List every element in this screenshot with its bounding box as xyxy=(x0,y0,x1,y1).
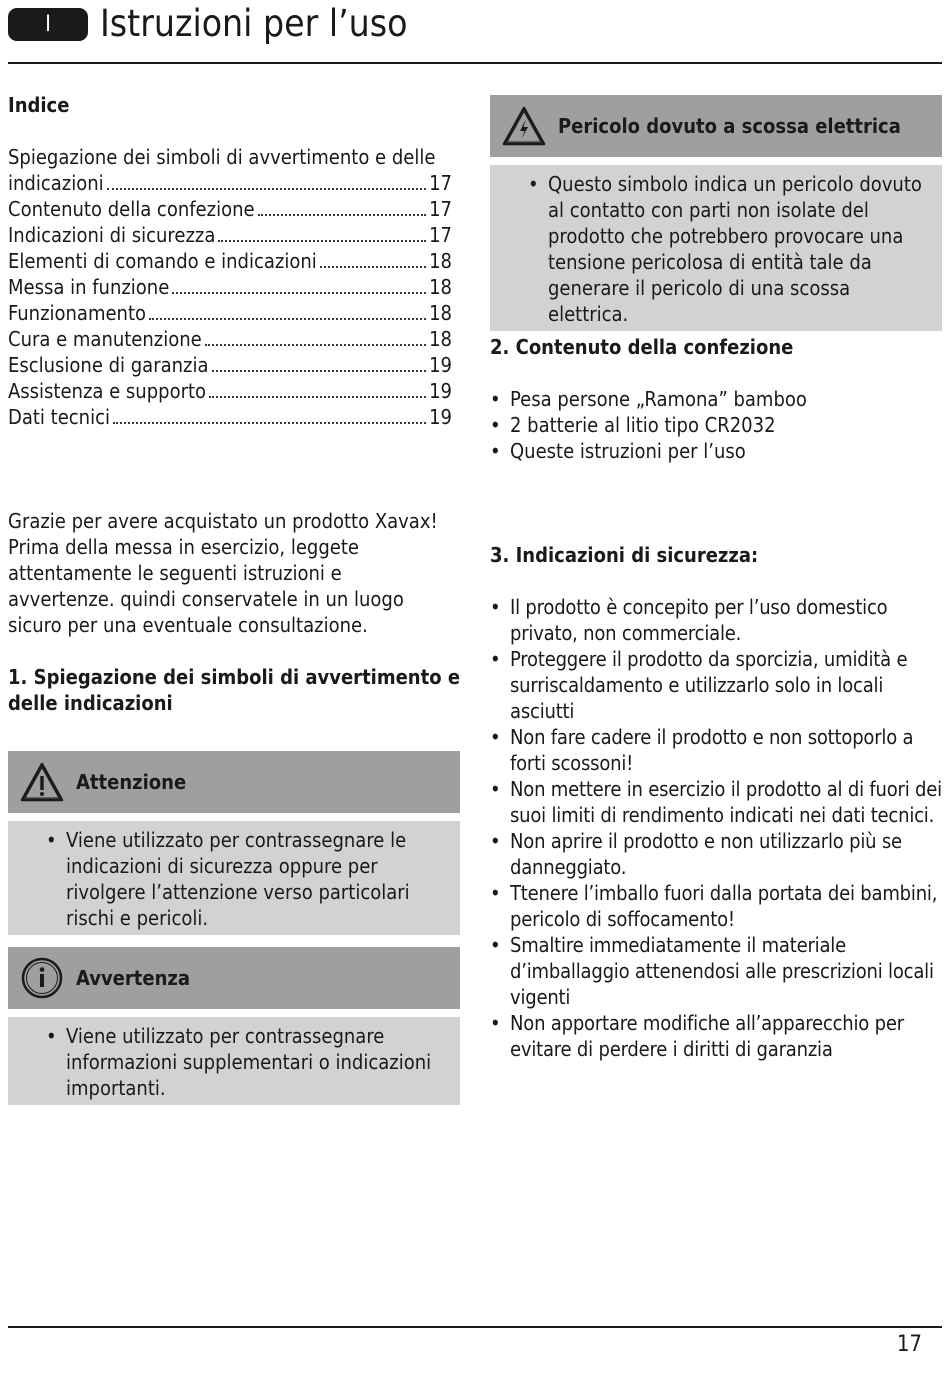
toc-title: Funzionamento xyxy=(8,301,147,325)
toc-title: Dati tecnici xyxy=(8,405,110,429)
table-of-contents xyxy=(8,144,452,430)
list-item: • Non mettere in esercizio il prodotto al di fuori dei suoi limiti di rendimento indicati nei dati tecnici. xyxy=(490,776,946,828)
toc-title: Cura e manutenzione xyxy=(8,327,202,351)
toc-page: 17 xyxy=(429,171,452,195)
avvertenza-body xyxy=(8,1017,460,1105)
footer-divider xyxy=(8,1326,942,1328)
toc-leader xyxy=(218,240,426,242)
section3-list xyxy=(490,594,946,1062)
toc-leader xyxy=(107,188,427,190)
section3-heading: 3. Indicazioni di sicurezza: xyxy=(490,543,759,567)
toc-row xyxy=(8,378,452,404)
toc-page: 17 xyxy=(429,223,452,247)
toc-leader xyxy=(113,422,426,424)
list-item: • Non aprire il prodotto e non utilizzarlo più se danneggiato. xyxy=(490,828,946,880)
toc-page: 18 xyxy=(429,275,452,299)
toc-title: Esclusione di garanzia xyxy=(8,353,209,377)
toc-row xyxy=(8,196,452,222)
toc-page: 19 xyxy=(429,353,452,377)
list-item: • Pesa persone „Ramona” bamboo xyxy=(490,386,942,412)
page-title: Istruzioni per l’uso xyxy=(100,2,408,45)
section1-heading-line1: 1. Spiegazione dei simboli di avvertimento e xyxy=(8,665,461,689)
attenzione-text: • Viene utilizzato per contrassegnare le indicazioni di sicurezza oppure per rivolgere l’attenzione verso particolari rischi e pericoli. xyxy=(46,827,450,931)
toc-leader xyxy=(149,318,426,320)
toc-row xyxy=(8,404,452,430)
list-item: • Il prodotto è concepito per l’uso domestico privato, non commerciale. xyxy=(490,594,946,646)
avvertenza-text: • Viene utilizzato per contrassegnare informazioni supplementari o indicazioni importanti. xyxy=(46,1023,450,1101)
info-circle-icon xyxy=(20,956,64,1000)
toc-title: Elementi di comando e indicazioni xyxy=(8,249,317,273)
toc-title: Assistenza e supporto xyxy=(8,379,207,403)
section2-heading: 2. Contenuto della confezione xyxy=(490,335,794,359)
attenzione-header xyxy=(8,751,460,813)
toc-row xyxy=(8,300,452,326)
attenzione-body xyxy=(8,821,460,935)
warning-triangle-icon xyxy=(20,760,64,804)
index-heading: Indice xyxy=(8,93,70,117)
avvertenza-header xyxy=(8,947,460,1009)
toc-page: 19 xyxy=(429,405,452,429)
language-badge: I xyxy=(8,8,88,41)
list-item: • Non apportare modifiche all’apparecchio per evitare di perdere i diritti di garanzia xyxy=(490,1010,946,1062)
toc-leader xyxy=(258,214,427,216)
electric-hazard-icon xyxy=(502,104,546,148)
toc-row xyxy=(8,274,452,300)
toc-leader xyxy=(320,266,426,268)
intro-paragraph: Grazie per avere acquistato un prodotto Xavax! Prima della messa in esercizio, leggete attentamente le seguenti istruzioni e avvertenze. quindi conservatele in un luogo sicuro per una eventuale consultazione. xyxy=(8,509,438,637)
toc-leader xyxy=(205,344,426,346)
toc-first-line: Spiegazione dei simboli di avvertimento e delle xyxy=(8,145,436,169)
list-item: • Queste istruzioni per l’uso xyxy=(490,438,942,464)
pericolo-header xyxy=(490,95,942,157)
toc-row xyxy=(8,248,452,274)
avvertenza-label: Avvertenza xyxy=(76,966,190,990)
page-number: 17 xyxy=(896,1332,922,1357)
section2-list xyxy=(490,386,942,464)
toc-row xyxy=(8,222,452,248)
toc-leader xyxy=(209,396,426,398)
header-divider xyxy=(8,62,942,64)
list-item: • Ttenere l’imballo fuori dalla portata dei bambini, pericolo di soffocamento! xyxy=(490,880,946,932)
list-item: • Non fare cadere il prodotto e non sottoporlo a forti scossoni! xyxy=(490,724,946,776)
toc-page: 18 xyxy=(429,301,452,325)
toc-row xyxy=(8,352,452,378)
toc-page: 18 xyxy=(429,249,452,273)
toc-title: Messa in funzione xyxy=(8,275,170,299)
list-item: • 2 batterie al litio tipo CR2032 xyxy=(490,412,942,438)
toc-page: 17 xyxy=(429,197,452,221)
toc-title: indicazioni xyxy=(8,171,104,195)
toc-row xyxy=(8,326,452,352)
attenzione-label: Attenzione xyxy=(76,770,187,794)
avvertenza-box xyxy=(8,947,460,1105)
toc-title: Indicazioni di sicurezza xyxy=(8,223,216,247)
pericolo-body xyxy=(490,165,942,331)
toc-leader xyxy=(212,370,427,372)
section1-heading-line2: delle indicazioni xyxy=(8,691,173,715)
toc-row xyxy=(8,170,452,196)
pericolo-box xyxy=(490,95,942,331)
toc-page: 19 xyxy=(429,379,452,403)
pericolo-label: Pericolo dovuto a scossa elettrica xyxy=(558,114,901,138)
pericolo-text: • Questo simbolo indica un pericolo dovuto al contatto con parti non isolate del prodotto che potrebbero provocare una tensione pericolosa di entità tale da generare il pericolo di una scossa elettrica. xyxy=(528,171,932,327)
toc-title: Contenuto della confezione xyxy=(8,197,255,221)
attenzione-box xyxy=(8,751,460,935)
toc-page: 18 xyxy=(429,327,452,351)
list-item: • Proteggere il prodotto da sporcizia, umidità e surriscaldamento e utilizzarlo solo in locali asciutti xyxy=(490,646,946,724)
list-item: • Smaltire immediatamente il materiale d’imballaggio attenendosi alle prescrizioni locali vigenti xyxy=(490,932,946,1010)
toc-leader xyxy=(172,292,426,294)
